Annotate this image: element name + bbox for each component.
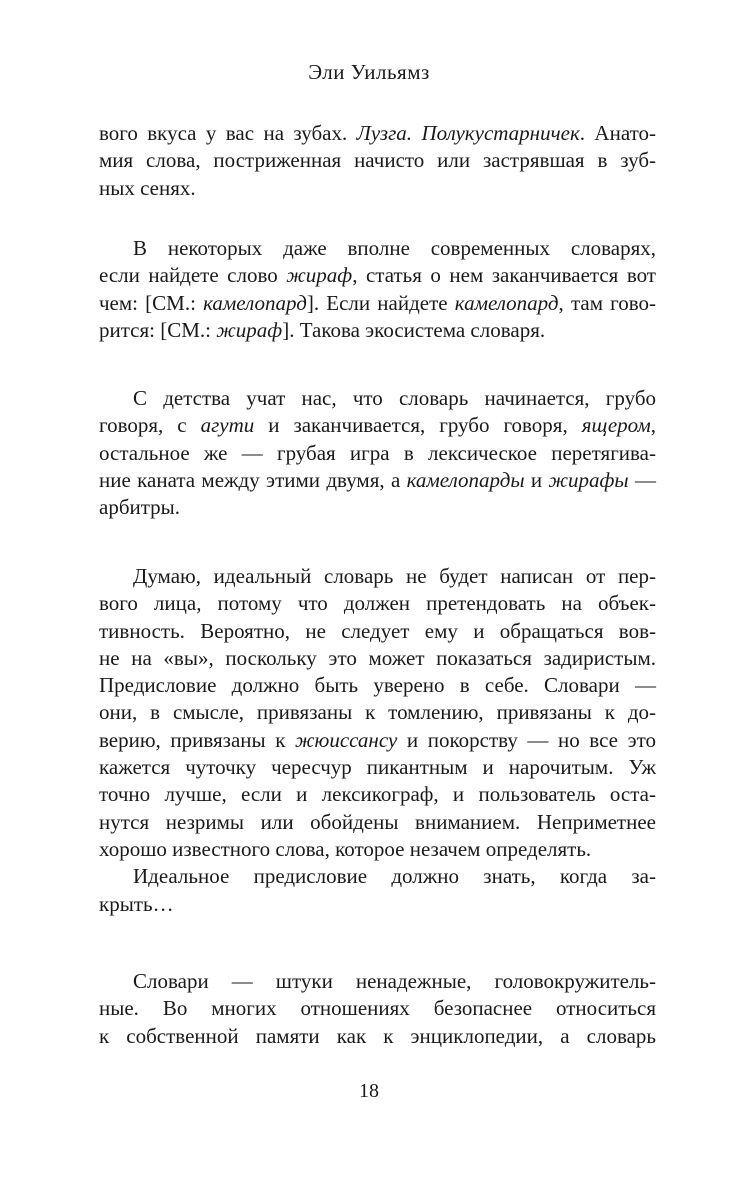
text-run: С детства учат нас, что словарь начинается, грубо [133,386,656,410]
text-line [99,440,656,467]
italic-term: агути [200,413,255,438]
text-run: не на «вы», поскольку это может показаться задиристым. [99,645,656,670]
text-line [99,235,656,262]
text-line [99,1023,656,1050]
text-run: В некоторых даже вполне современных словарях, [133,236,656,260]
italic-term: жюиссансу [294,727,398,752]
text-line [99,781,656,808]
text-line [99,590,656,617]
italic-term: жирафы [548,467,629,492]
text-line [99,995,656,1022]
body-text [99,0,656,1181]
text-run: арбитры. [99,495,181,520]
text-line [99,467,656,494]
text-run: , там гово- [558,290,657,315]
text-run: , статья о нем заканчивается вот [352,263,656,288]
paragraph [99,235,656,344]
text-line [99,412,656,439]
text-line [99,494,656,521]
text-line [99,891,656,918]
text-line [99,385,656,412]
italic-term: жираф [216,317,283,342]
text-run: Идеальное предисловие должно знать, когда за- [133,864,656,889]
text-run: — [628,467,656,492]
text-run: рится: [СМ.: [99,317,217,342]
text-run: и покорству — но все это [397,727,656,752]
text-line [99,120,656,147]
text-line [99,699,656,726]
text-run: кажется чуточку чересчур пикантным и нарочитым. Уж [99,755,656,780]
text-line [99,290,656,317]
text-run: верию, привязаны к [99,727,295,752]
text-run: вого лица, потому что должен претендовать на объек- [99,591,656,616]
text-line [99,262,656,289]
text-run: крыть… [99,891,174,916]
text-line [99,563,656,590]
running-header: Эли Уильямз [308,60,430,84]
text-line [99,727,656,754]
text-line [99,618,656,645]
text-line [99,968,656,995]
italic-term: камелопард [203,290,307,315]
text-run: точно лучше, если и лексикограф, и пользователь оста- [99,782,656,807]
text-run: Словари — штуки ненадежные, головокружитель- [133,969,656,993]
text-run: если найдете слово [99,263,287,288]
italic-term: камелопард [454,290,559,315]
text-run: ]. Такова экосистема словаря. [282,317,546,342]
text-run: ]. Если найдете [306,290,455,315]
text-run: к собственной памяти как к энциклопедии, а словарь [99,1023,656,1048]
text-line [99,836,656,863]
text-line [99,317,656,344]
text-run: мия слова, постриженная начисто или застрявшая в зуб- [99,148,656,173]
text-line [99,645,656,672]
text-run: . Анато- [579,121,657,145]
text-run: они, в смысле, привязаны к томлению, привязаны к до- [99,700,656,725]
paragraph [99,120,656,202]
text-run: остальное же — грубая игра в лексическое перетягива- [99,440,656,465]
text-run: чем: [СМ.: [99,290,204,315]
italic-term: камелопарды [406,467,525,492]
text-line [99,147,656,174]
text-run: хорошо известного слова, которое незачем определять. [99,836,592,861]
text-run: тивность. Вероятно, не следует ему и обращаться вов- [99,618,656,643]
text-run: вого вкуса у вас на зубах. [99,121,357,145]
italic-term: Лузга. Полукустарничек [356,121,580,145]
italic-term: ящером [581,413,651,438]
paragraph [99,385,656,521]
text-line [99,672,656,699]
text-line [99,863,656,890]
text-run: говоря, с [99,413,201,438]
text-run: Предисловие должно быть уверено в себе. Словари — [99,673,656,698]
text-run: ние каната между этими двумя, а [99,467,407,492]
text-run: ных сенях. [99,175,196,200]
text-line [99,809,656,836]
paragraph [99,968,656,1050]
italic-term: жираф [286,263,353,288]
text-run: и заканчивается, грубо говоря, [254,413,582,438]
text-run: и [524,467,549,492]
text-run: , [650,413,657,438]
text-run: ные. Во многих отношениях безопаснее относиться [99,996,656,1021]
text-run: Думаю, идеальный словарь не будет написан от пер- [133,564,656,588]
page-number: 18 [359,1080,379,1102]
paragraph [99,563,656,918]
text-line [99,754,656,781]
text-line [99,175,656,202]
text-run: нутся незримы или обойдены вниманием. Неприметнее [99,809,656,834]
